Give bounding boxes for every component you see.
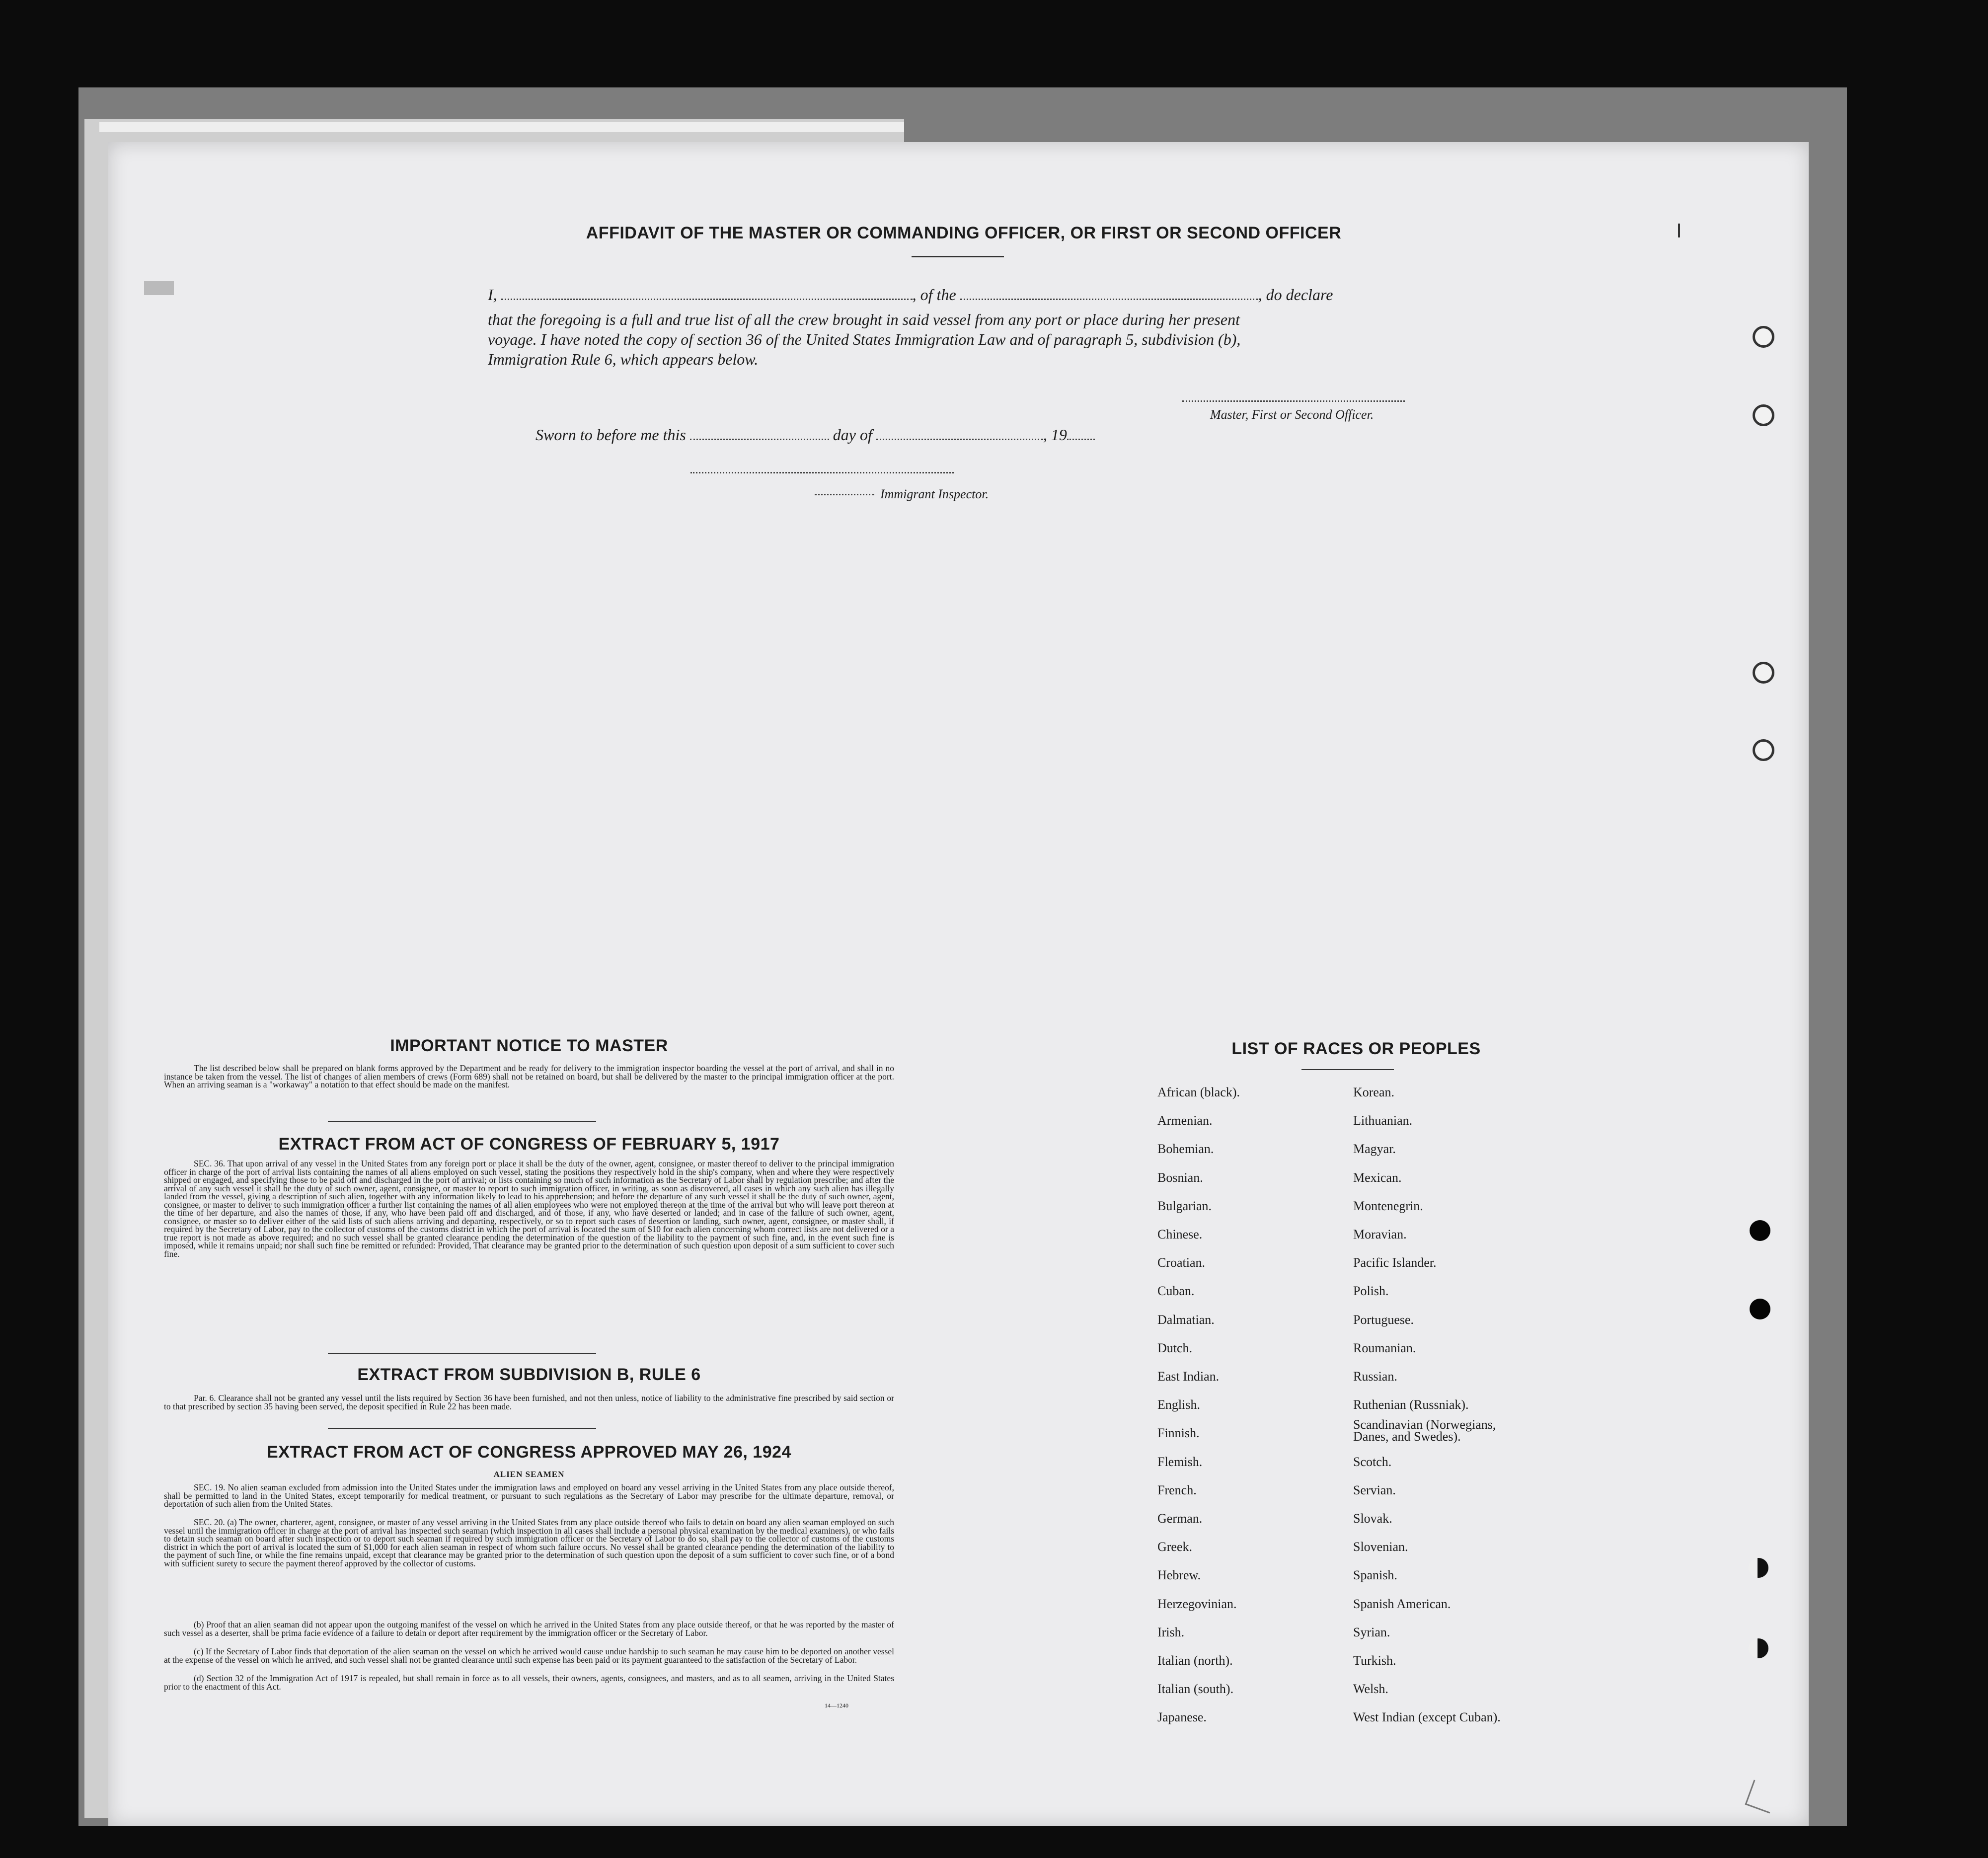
extract-1924-sec20a: SEC. 20. (a) The owner, charterer, agent, consignee, or master of any vessel arriving in the United States from any place outside thereof who fails to detain on board any alien seaman employed on such vessel until the immigration officer in charge at the port of arrival has inspected such seaman (which inspection in all cases shall include a personal physical examination by the medical examiners), or who fails to detain such seaman on board after such inspection or to deport such seaman if required by such immigration officer or the Secretary of Labor to do so, shall pay to the collector of customs of the customs district in which the port of arrival is located the sum of $1,000 for each alien seaman in respect of whom such failure occurs. No vessel shall be granted clearance pending the determination of the liability to the payment of such fine, or while the fine remains unpaid, except that clearance may be granted prior to the determination of such question upon the deposit of a sum sufficient to cover such fine, or of a bond with sufficient surety to secure the payment thereof approved by the collector of customs. — [164, 1517, 894, 1568]
affidavit-line-4: Immigration Rule 6, which appears below. — [488, 350, 759, 368]
punch-hole — [1753, 404, 1774, 426]
race-item: Italian (south). — [1157, 1682, 1234, 1697]
race-item: Dutch. — [1157, 1340, 1193, 1355]
extract-1924-title: EXTRACT FROM ACT OF CONGRESS APPROVED MAY 26, 1924 — [267, 1443, 791, 1462]
punch-hole — [1749, 1638, 1768, 1658]
punch-hole — [1750, 1220, 1770, 1241]
affidavit-of-the: , of the — [912, 286, 956, 304]
race-item: Cuban. — [1157, 1284, 1195, 1299]
master-signature-label: Master, First or Second Officer. — [1210, 407, 1374, 422]
race-item: Ruthenian (Russniak). — [1353, 1397, 1469, 1412]
race-item: Bohemian. — [1157, 1142, 1214, 1157]
race-item: East Indian. — [1157, 1369, 1220, 1384]
race-item: Scandinavian (Norwegians, Danes, and Swedes). — [1353, 1417, 1496, 1444]
inspector-label: Immigrant Inspector. — [880, 487, 989, 501]
extract-rule6-text: Par. 6. Clearance shall not be granted any vessel until the lists required by Section 36 have been furnished, and not then unless, notice of liability to the administrative fine prescribed by said section or to that prescribed by section 35 having been served, the deposit specified in Rule 22 has been made. — [164, 1393, 894, 1411]
race-item: Portuguese. — [1353, 1312, 1414, 1327]
race-item: Scotch. — [1353, 1454, 1392, 1469]
affidavit-i: I, — [488, 286, 497, 304]
race-item: French. — [1157, 1482, 1197, 1497]
race-item: Slovenian. — [1353, 1540, 1408, 1554]
affidavit-line-1 — [488, 284, 1432, 305]
races-title: LIST OF RACES OR PEOPLES — [1231, 1039, 1481, 1058]
inspector-signature-blank[interactable] — [690, 472, 954, 473]
extract-1924-sec19: SEC. 19. No alien seaman excluded from admission into the United States under the immigration laws and employed on board any vessel arriving in the United States from any place outside thereof, shall be permitted to land in the United States, except temporarily for medical treatment, or pursuant to such regulations as the Secretary of Labor may prescribe for the ultimate departure, removal, or deportation of such alien from the United States. — [164, 1482, 894, 1509]
race-item: Syrian. — [1353, 1625, 1390, 1639]
race-item: Montenegrin. — [1353, 1198, 1423, 1213]
race-item: African (black). — [1157, 1085, 1240, 1099]
extract-1924-sec20b: (b) Proof that an alien seaman did not appear upon the outgoing manifest of the vessel on which he arrived in the United States from any place outside thereof, or that he was reported by the master of such vessel as a deserter, shall be prima facie evidence of a failure to detain or deport after requirement by the immigration officer or the Secretary of Labor. — [164, 1620, 894, 1638]
punch-hole — [1753, 326, 1774, 348]
race-item: Mexican. — [1353, 1170, 1402, 1185]
affidavit-do-declare: , do declare — [1258, 286, 1333, 304]
race-item: Russian. — [1353, 1369, 1397, 1384]
race-item: Croatian. — [1157, 1255, 1206, 1270]
section-rule — [328, 1353, 596, 1354]
race-item: Lithuanian. — [1353, 1113, 1413, 1128]
tick-mark — [1678, 224, 1680, 237]
race-item: Flemish. — [1157, 1454, 1203, 1469]
notice-title: IMPORTANT NOTICE TO MASTER — [390, 1036, 668, 1055]
alien-seamen-subtitle: ALIEN SEAMEN — [493, 1470, 565, 1479]
master-signature-blank[interactable] — [1182, 400, 1405, 402]
affidavit-line-3: voyage. I have noted the copy of section 36 of the United States Immigration Law and of paragraph 5, subdivision (b), — [488, 330, 1241, 348]
extract-1924-sec20c: (c) If the Secretary of Labor finds that deportation of the alien seaman on the vessel on which he arrived would cause undue hardship to such seaman he may cause him to be deported on another vessel at the expense of the vessel on which he arrived, and such vessel shall not be granted clearance until such expense has been paid or its payment guaranteed to the satisfaction of the Secretary of Labor. — [164, 1646, 894, 1665]
race-item: Bosnian. — [1157, 1170, 1203, 1185]
race-item: Greek. — [1157, 1540, 1193, 1554]
underlying-sheet-edge — [99, 122, 904, 132]
race-item: Turkish. — [1353, 1653, 1396, 1668]
punch-hole — [1749, 1558, 1768, 1578]
sworn-label: Sworn to before me this — [535, 426, 686, 444]
name-blank[interactable] — [501, 299, 913, 300]
punch-hole — [1753, 739, 1774, 761]
race-item: Moravian. — [1353, 1227, 1407, 1241]
year-blank[interactable] — [1067, 439, 1095, 440]
affidavit-line-2: that the foregoing is a full and true list of all the crew brought in said vessel from any port or place during her present — [488, 310, 1240, 328]
sworn-line — [535, 424, 1181, 445]
affidavit-title: AFFIDAVIT OF THE MASTER OR COMMANDING OFFICER, OR FIRST OR SECOND OFFICER — [586, 224, 1342, 242]
extract-1924-sec20d: (d) Section 32 of the Immigration Act of 1917 is repealed, but shall remain in force as to all vessels, their owners, agents, consignees, and masters, and as to all seamen, arriving in the United States prior to the enactment of this Act. — [164, 1673, 894, 1692]
extract-1917-text: SEC. 36. That upon arrival of any vessel in the United States from any foreign port or place it shall be the duty of the owner, agent, consignee, or master thereof to deliver to the principal immigration officer in charge of the port of arrival lists containing the names of all aliens employed on such vessel, stating the positions they respectively hold in the ship's company, when and where they were respectively shipped or engaged, and specifying those to be paid off and discharged in the port of arrival; or lists containing so much of such information as the Secretary of Labor shall by regulation prescribe; and after the arrival of any such vessel it shall be the duty of such owner, agent, consignee, or master to report to such immigration officer, in writing, as soon as discovered, all cases in which any such alien has illegally landed from the vessel, giving a description of such alien, together with any information likely to lead to his apprehension; and before the departure of any such vessel it shall be the duty of such owner, agent, consignee, or master to deliver to such immigration officer a further list containing the names of all alien employees who were not employed thereon at the time of the arrival but who will leave port thereon at the time of her departure, and also the names of those, if any, who have been paid off and discharged, and of those, if any, who have deserted or landed; and in case of the failure of such owner, agent, consignee, or master so to deliver either of the said lists of such aliens arriving and departing, respectively, or so to report such cases of desertion or landing, such owner, agent, consignee, or master shall, if required by the Secretary of Labor, pay to the collector of customs of the customs district in which the port of arrival is located the sum of $10 for each alien concerning whom correct lists are not delivered or a true report is not made as above required; and no such vessel shall be granted clearance pending the determination of the question of the liability to the payment of such fine, and, in the event such fine is imposed, while it remains unpaid; nor shall such fine be remitted or refunded: Provided, That clearance may be granted prior to the determination of such question upon deposit of a sum sufficient to cover such fine. — [164, 1159, 894, 1259]
race-item: Chinese. — [1157, 1227, 1203, 1241]
extract-1917-title: EXTRACT FROM ACT OF CONGRESS OF FEBRUARY 5, 1917 — [278, 1135, 780, 1154]
year-label: , 19 — [1043, 426, 1067, 444]
sworn-day-blank[interactable] — [690, 439, 829, 440]
race-item: Welsh. — [1353, 1682, 1388, 1697]
section-rule — [328, 1428, 596, 1429]
race-item: Italian (north). — [1157, 1653, 1233, 1668]
notice-text: The list described below shall be prepared on blank forms approved by the Department and be ready for delivery to the immigration inspector boarding the vessel at the port of arrival, and shall in no instance be taken from the vessel. The list of changes of alien members of crews (Form 689) shall not be retained on board, but shall be delivered by the master to the principal immigration officer at the port. When an arriving seaman is a "workaway" a notation to that effect should be made on the manifest. — [164, 1063, 894, 1089]
vessel-blank[interactable] — [960, 299, 1258, 300]
race-item: Bulgarian. — [1157, 1198, 1212, 1213]
race-item: German. — [1157, 1511, 1203, 1526]
race-item: Pacific Islander. — [1353, 1255, 1437, 1270]
race-item: Korean. — [1353, 1085, 1395, 1099]
race-item: Hebrew. — [1157, 1568, 1201, 1583]
punch-hole — [1753, 662, 1774, 684]
race-item: Magyar. — [1353, 1142, 1396, 1157]
race-item: Spanish. — [1353, 1568, 1397, 1583]
race-item: Herzegovinian. — [1157, 1596, 1237, 1611]
race-item: Spanish American. — [1353, 1596, 1451, 1611]
race-item: Dalmatian. — [1157, 1312, 1215, 1327]
race-item: Finnish. — [1157, 1426, 1200, 1441]
race-item: Roumanian. — [1353, 1340, 1416, 1355]
race-item: West Indian (except Cuban). — [1353, 1710, 1501, 1725]
sworn-month-blank[interactable] — [876, 439, 1043, 440]
race-item: English. — [1157, 1397, 1200, 1412]
race-item: Irish. — [1157, 1625, 1185, 1639]
race-item: Armenian. — [1157, 1113, 1213, 1128]
day-of-label: day of — [833, 426, 872, 444]
race-item: Japanese. — [1157, 1710, 1207, 1725]
title-rule — [912, 256, 1004, 257]
form-number: 14—1240 — [825, 1702, 848, 1709]
section-rule — [328, 1121, 596, 1122]
bleedthrough-mark — [144, 281, 174, 295]
punch-hole — [1750, 1299, 1770, 1319]
race-item: Servian. — [1353, 1482, 1396, 1497]
inspector-signature-blank-2[interactable] — [815, 494, 874, 495]
document-page — [108, 142, 1809, 1826]
races-title-rule — [1301, 1069, 1394, 1070]
race-item: Polish. — [1353, 1284, 1389, 1299]
extract-rule6-title: EXTRACT FROM SUBDIVISION B, RULE 6 — [357, 1365, 701, 1384]
race-item: Slovak. — [1353, 1511, 1392, 1526]
